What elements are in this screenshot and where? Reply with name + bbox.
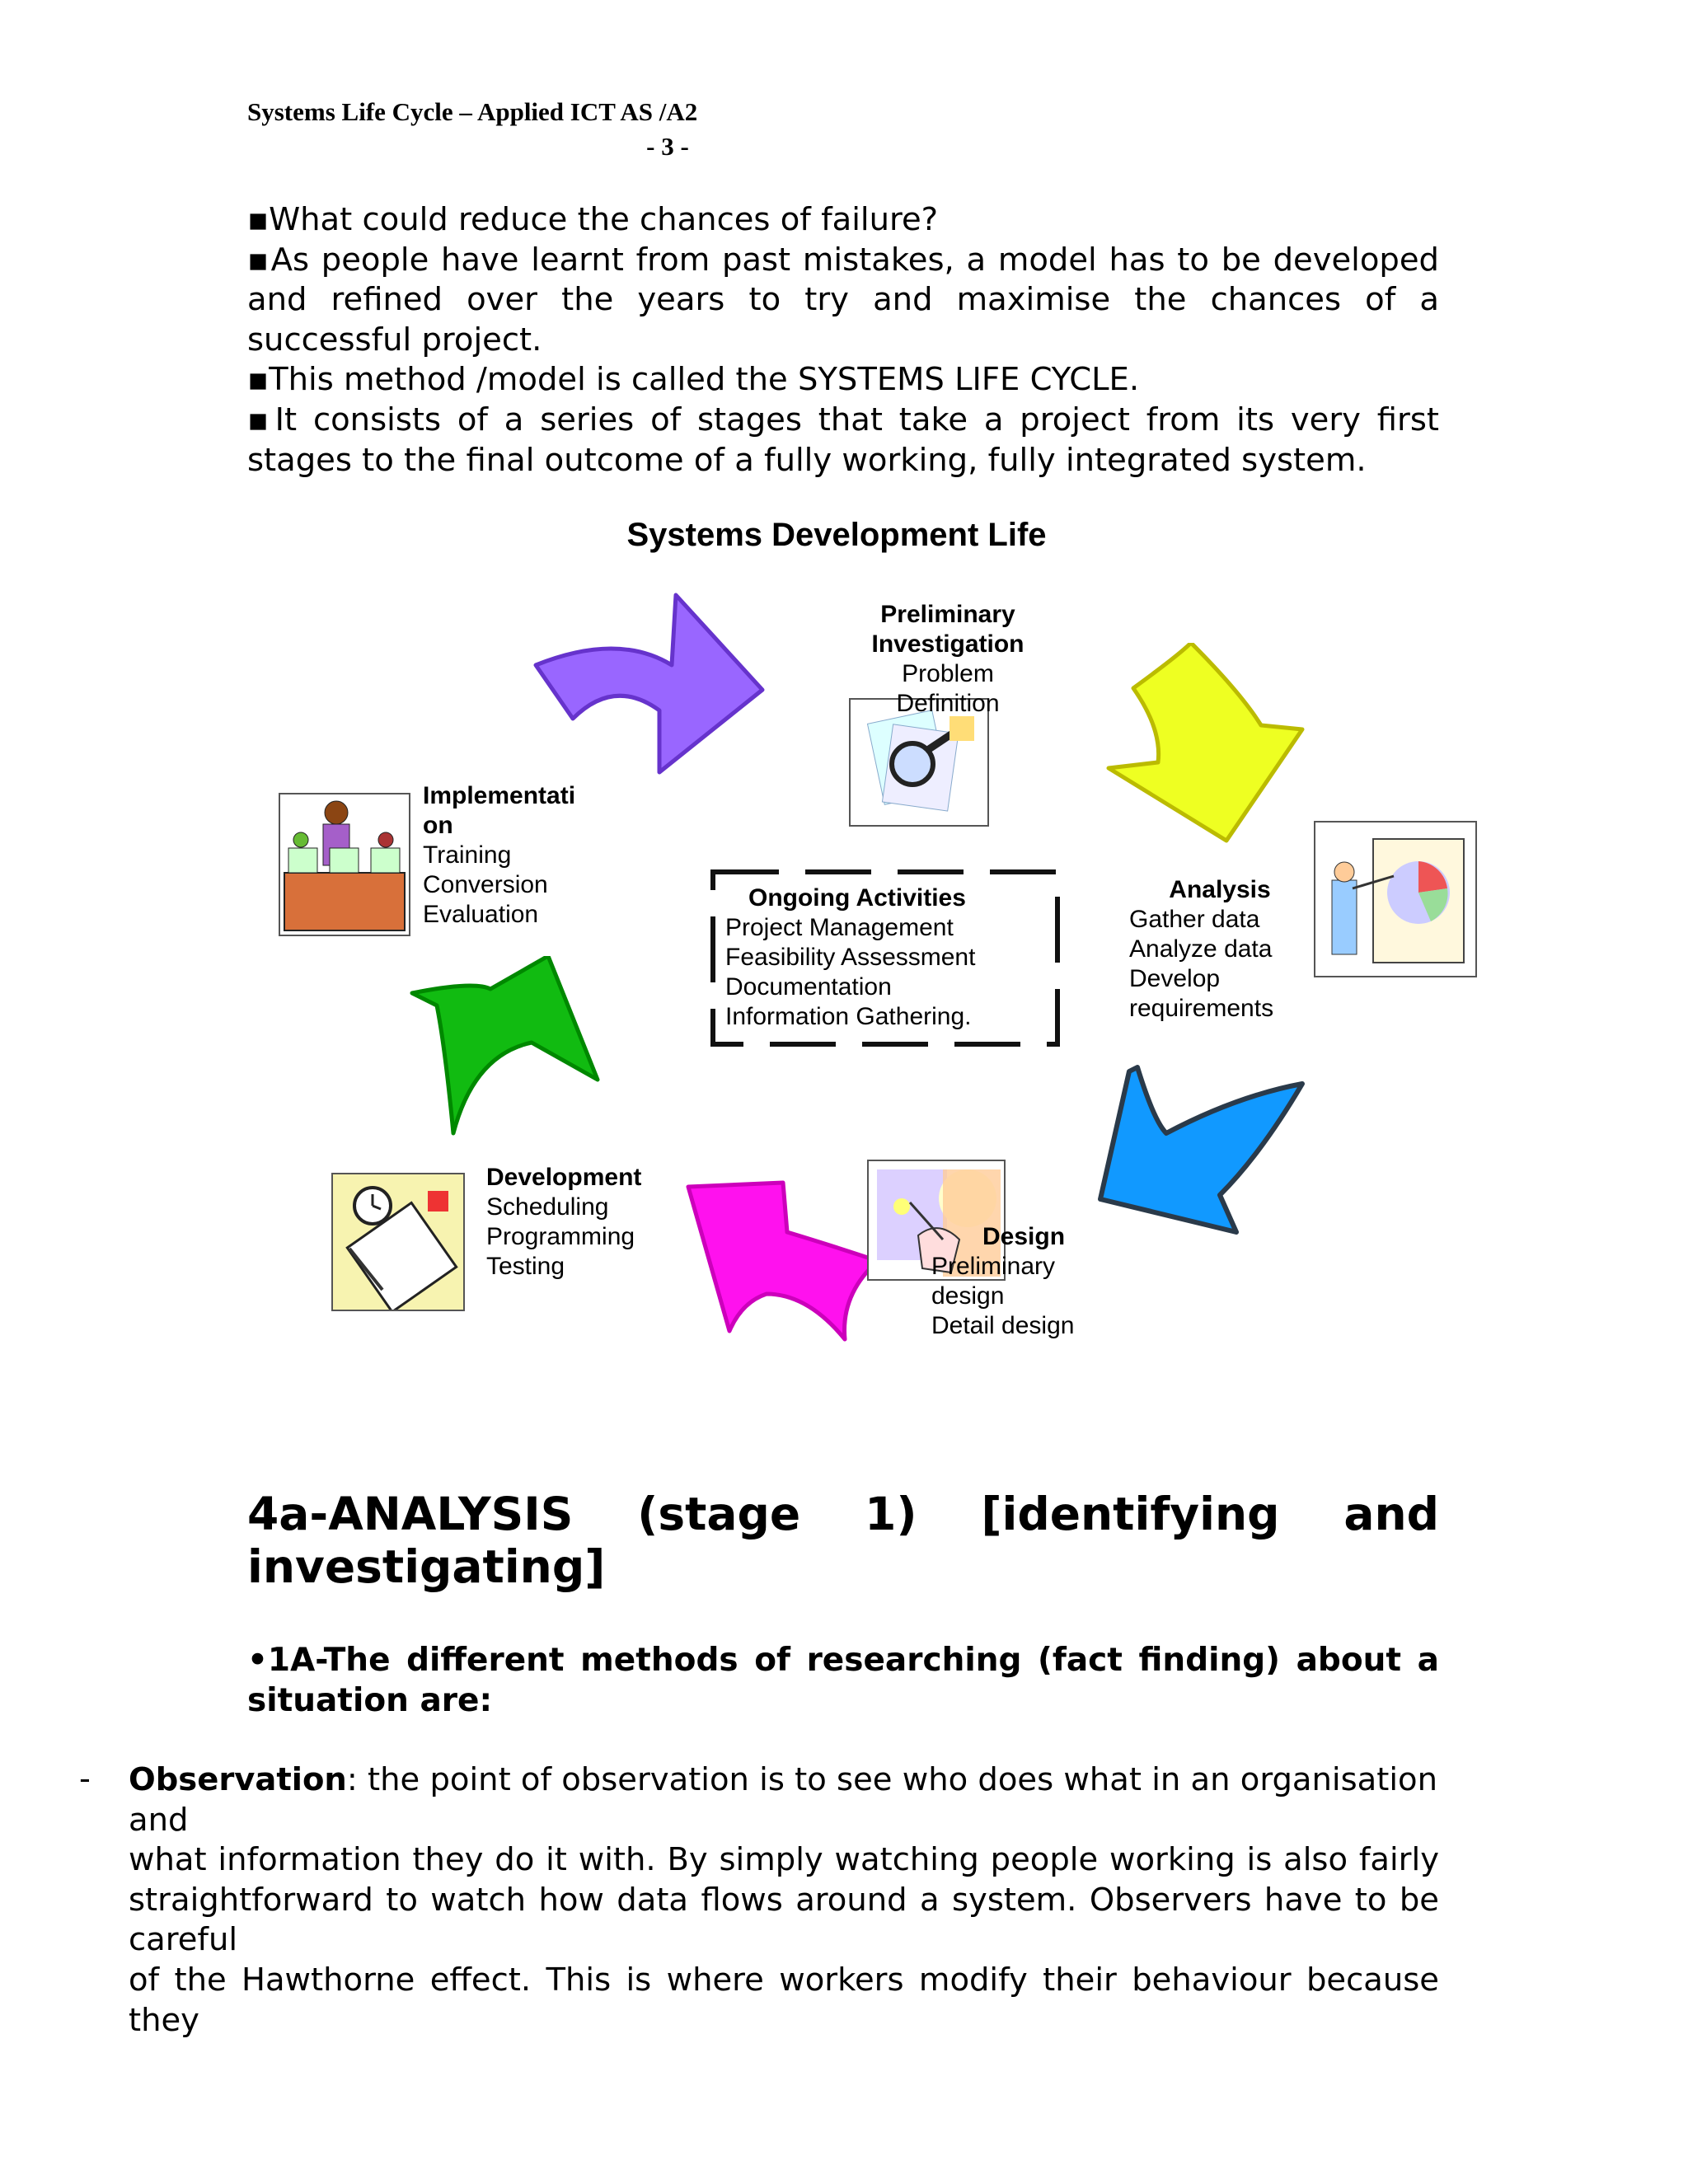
heading-word: and [1343,1488,1439,1540]
subheading-word: different [406,1642,565,1679]
analysis-item: requirements [1129,995,1274,1022]
heading-word: 1) [865,1488,917,1540]
ongoing-item: Feasibility Assessment [725,944,976,971]
preliminary-line-2: Definition [896,690,1000,717]
preliminary-title-2: Investigation [871,630,1025,658]
design-item: design [931,1282,1005,1310]
observation-line-1 [129,1760,1439,1840]
observation-bullet: - [79,1760,91,1797]
page-number: - 3 - [646,132,689,161]
training-class-clipart [279,793,410,936]
observation-line-1-rest: : the point of observation is to see who does what in an organisation and [129,1761,1437,1839]
subheading-word: a [1417,1642,1439,1679]
observation-paragraph [129,1760,1439,2041]
heading-word: (stage [637,1488,801,1540]
analysis-item: Develop [1129,965,1221,992]
analysis-item: Analyze data [1129,935,1273,963]
heading-word: [identifying [981,1488,1280,1540]
analysis-title: Analysis [1169,876,1271,903]
development-title: Development [486,1164,642,1191]
ongoing-title: Ongoing Activities [748,884,966,912]
development-item: Scheduling [486,1193,609,1221]
subheading [247,1640,1439,1721]
intro-bullet-4: ▪It consists of a series of stages that take a project from its very first stages to the final outcome of a fully working, fully integrated system. [247,401,1439,479]
ongoing-item: Documentation [725,973,892,1001]
preliminary-title-1: Preliminary [880,601,1015,628]
heading-line-2: investigating] [247,1540,606,1593]
magenta-arrow [684,1179,882,1343]
subheading-word: methods [580,1642,738,1679]
implementation-title-1: Implementati [423,782,576,809]
observation-line-4: of the Hawthorne effect. This is where workers modify their behaviour because they [129,1961,1439,2039]
subheading-word: of [754,1642,790,1679]
implementation-item: Evaluation [423,901,539,928]
design-item: Detail design [931,1312,1075,1339]
subheading-word: •1A-The [247,1642,391,1679]
green-arrow [408,956,606,1141]
chart-presenter-clipart [1314,821,1477,977]
design-title: Design [982,1223,1066,1250]
development-item: Testing [486,1253,565,1280]
intro-bullet-3: ▪This method /model is called the SYSTEMS LIFE CYCLE. [247,361,1140,399]
stage-analysis [1129,875,1311,1024]
subheading-word: about [1296,1642,1402,1679]
subheading-word: researching [806,1642,1022,1679]
ongoing-item: Information Gathering. [725,1003,972,1030]
stage-implementation [423,781,575,930]
heading-word: 4a-ANALYSIS [247,1488,574,1540]
notebook-clock-clipart [331,1173,465,1311]
diagram-title: Systems Development Life [626,517,1047,553]
intro-bullet-2: ▪As people have learnt from past mistakes, a model has to be developed and refined over the years to try and maximise the chances of a successful project. [247,241,1439,359]
document-header: Systems Life Cycle – Applied ICT AS /A2 [247,97,698,126]
yellow-arrow [1104,643,1311,849]
implementation-item: Training [423,841,512,869]
ongoing-activities [725,883,975,1032]
observation-line-2: what information they do it with. By simply watching people working is also fairly [129,1841,1439,1879]
stage-development [486,1163,641,1282]
development-item: Programming [486,1223,635,1250]
stage-preliminary-investigation [832,600,1063,719]
stage-design [931,1222,1074,1341]
design-item: Preliminary [931,1253,1056,1280]
intro-bullet-1: ▪What could reduce the chances of failure? [247,201,939,238]
subheading-word: finding) [1138,1642,1280,1679]
ongoing-item: Project Management [725,914,954,941]
intro-text [247,200,1439,480]
observation-term: Observation [129,1761,347,1798]
analysis-item: Gather data [1129,906,1260,933]
blue-arrow [1096,1063,1311,1244]
purple-arrow [528,587,775,776]
subheading-word: (fact [1038,1642,1123,1679]
observation-line-3: straightforward to watch how data flows around a system. Observers have to be careful [129,1881,1439,1959]
section-heading [247,1488,1439,1593]
implementation-title-2: on [423,812,453,839]
implementation-item: Conversion [423,871,548,898]
preliminary-line-1: Problem [902,660,994,687]
subheading-line-2: situation are: [247,1682,493,1719]
